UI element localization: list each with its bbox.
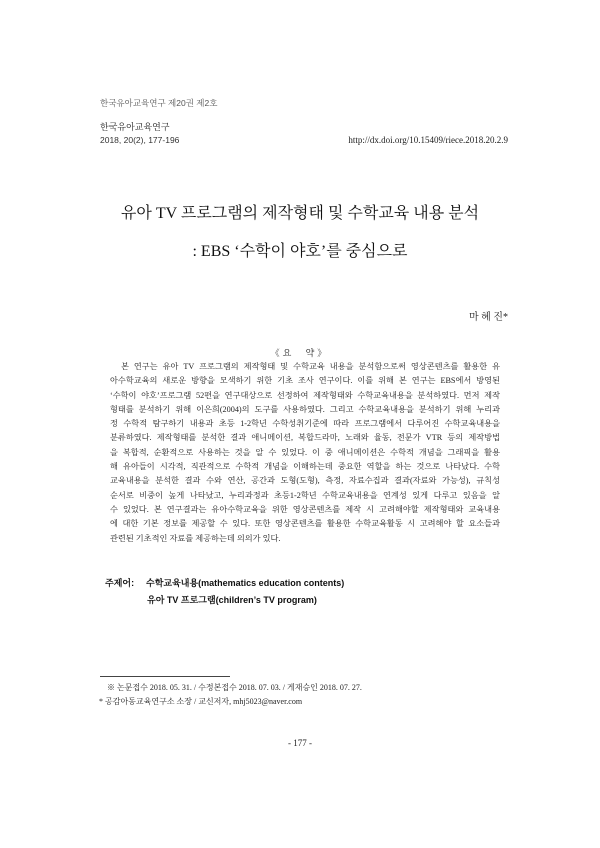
- article-title: 유아 TV 프로그램의 제작형태 및 수학교육 내용 분석: [120, 205, 480, 222]
- keywords-label: 주제어:: [105, 578, 135, 588]
- journal-name: 한국유아교육연구: [100, 122, 170, 132]
- author-email[interactable]: mhj5023@naver.com: [233, 697, 303, 706]
- abstract-line: 을 복합적, 순환적으로 사용하는 것을 알 수 있었다. 이 중 애니메이션은 수학적 개념을 그래픽을 활용: [110, 447, 500, 457]
- footnote-divider: [100, 676, 230, 677]
- running-header: 한국유아교육연구 제20권 제2호: [100, 98, 218, 108]
- abstract-line: 본 연구는 유아 TV 프로그램의 제작형태 및 수학교육 내용을 분석함으로써 영상콘텐츠를 활용한 유: [121, 362, 500, 371]
- abstract-line: 수 있었다. 본 연구결과는 유아수학교육을 위한 영상콘텐츠를 제작 시 고려해야할 제작형태와 교육내용: [110, 504, 500, 514]
- abstract-line: 해 유아들이 시각적, 직관적으로 수학적 개념을 이해하는데 중요한 역할을 하는 것으로 나타났다. 수학: [110, 462, 500, 472]
- abstract-line: 분류하였다. 제작형태를 분석한 결과 애니메이션, 복합드라마, 노래와 율동, 전문가 VTR 등의 제작방법: [110, 433, 500, 443]
- keyword-item: 수학교육내용(mathematics education contents): [146, 578, 345, 588]
- abstract-line: 교육내용을 분석한 결과 수와 연산, 공간과 도형(도형), 측정, 자료수집과 결과(자료와 가능성), 규칙성: [110, 476, 500, 486]
- abstract-line: 관련된 기초적인 자료를 제공하는데 의의가 있다.: [110, 533, 281, 543]
- author-name: 마 혜 진*: [469, 312, 508, 323]
- article-subtitle: : EBS ‘수학이 야호’를 중심으로: [192, 243, 408, 260]
- doi-link[interactable]: http://dx.doi.org/10.15409/riece.2018.20.2.9: [348, 135, 508, 145]
- abstract-line: 에 대한 기본 정보를 제공할 수 있다. 또한 영상콘텐츠를 활용한 수학교육활동 시 고려해야 할 요소들과: [110, 519, 500, 529]
- abstract-heading: 《요 약》: [270, 348, 330, 358]
- abstract-line: 형태를 분석하기 위해 이은희(2004)의 도구를 사용하였다. 그리고 수학교육내용을 분석하기 위해 누리과: [110, 404, 500, 414]
- abstract-line: 정 수학적 탐구하기 내용과 초등 1-2학년 수학성취기준에 따라 프로그램에서 다루어진 수학교육내용을: [110, 419, 500, 429]
- abstract-line: 아수학교육의 새로운 방향을 모색하기 위한 기초 조사 연구이다. 이를 위해 본 연구는 EBS에서 방영된: [110, 376, 500, 386]
- abstract-line: ‘수학이 야호’프로그램 52편을 연구대상으로 선정하여 제작형태와 수학교육내용을 분석하였다. 먼저 제작: [110, 390, 500, 400]
- page-number: - 177 -: [288, 738, 312, 748]
- journal-citation: 2018, 20(2), 177-196: [100, 135, 180, 145]
- affiliation-text: * 공감아동교육연구소 소장 / 교신저자,: [99, 697, 234, 706]
- keyword-item: 유아 TV 프로그램(children’s TV program): [147, 595, 317, 605]
- abstract-body: [110, 360, 500, 546]
- footnote-dates: ※ 논문접수 2018. 05. 31. / 수정본접수 2018. 07. 03. / 게재승인 2018. 07. 27.: [107, 683, 362, 692]
- footnote-author-affiliation: [99, 696, 302, 708]
- abstract-line: 순서로 비중이 높게 나타났고, 누리과정과 초등1-2학년 수학교육내용을 연계성 있게 다루고 있음을 알: [110, 490, 500, 500]
